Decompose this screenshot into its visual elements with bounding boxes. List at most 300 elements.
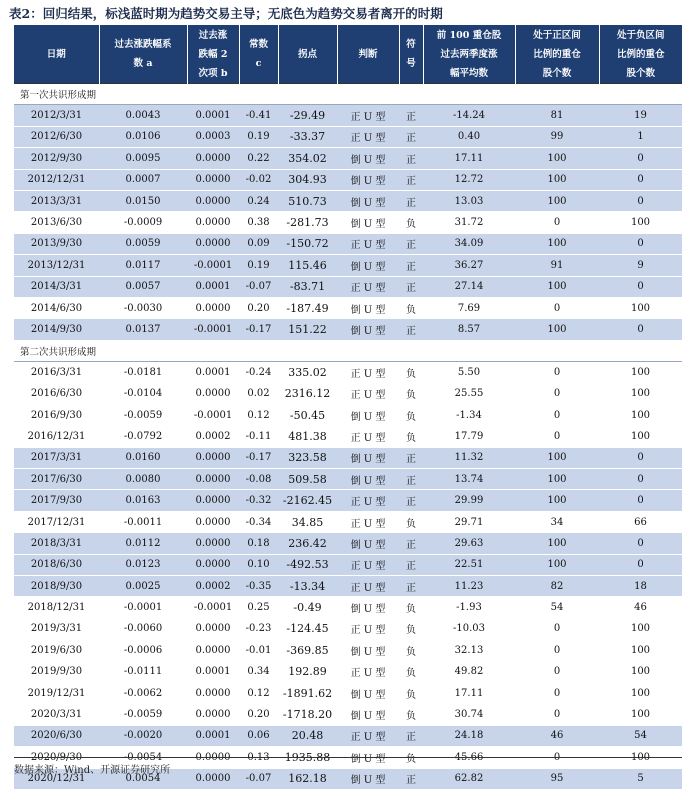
column-header-line: 过去涨跌幅系: [114, 39, 172, 50]
table-cell: -0.0054: [99, 747, 187, 768]
table-cell: 100: [599, 640, 682, 661]
table-cell: 0.0001: [187, 276, 239, 297]
table-cell: -0.0792: [99, 426, 187, 447]
table-cell: 34.09: [423, 233, 515, 254]
table-cell: 2019/9/30: [14, 661, 99, 682]
table-cell: 倒 U 型: [337, 768, 399, 789]
table-cell: 2014/6/30: [14, 297, 99, 318]
table-cell: 81: [515, 105, 599, 126]
table-cell: 2012/6/30: [14, 126, 99, 147]
table-cell: 0.0001: [187, 362, 239, 383]
table-cell: 8.57: [423, 319, 515, 340]
table-cell: 100: [599, 618, 682, 639]
table-cell: 2013/12/31: [14, 255, 99, 276]
table-row: [14, 148, 682, 169]
table-cell: 0.0001: [187, 105, 239, 126]
table-row: [14, 725, 682, 746]
table-cell: 54: [515, 597, 599, 618]
table-cell: 100: [515, 319, 599, 340]
table-cell: 正 U 型: [337, 426, 399, 447]
table-cell: -0.32: [239, 490, 278, 511]
table-row: [14, 447, 682, 468]
table-cell: 负: [399, 661, 423, 682]
table-cell: 2016/6/30: [14, 383, 99, 404]
table-cell: 100: [599, 747, 682, 768]
table-cell: 7.69: [423, 297, 515, 318]
table-cell: 2013/3/31: [14, 190, 99, 211]
table-cell: 0.0163: [99, 490, 187, 511]
table-cell: 正: [399, 233, 423, 254]
table-cell: 100: [515, 469, 599, 490]
table-cell: -0.34: [239, 511, 278, 532]
table-cell: 2017/12/31: [14, 511, 99, 532]
table-cell: -0.0181: [99, 362, 187, 383]
table-cell: 倒 U 型: [337, 469, 399, 490]
column-header-line: 判断: [358, 48, 378, 60]
table-cell: -0.0001: [187, 319, 239, 340]
table-row: [14, 190, 682, 211]
table-cell: 2017/3/31: [14, 447, 99, 468]
table-cell: 2020/9/30: [14, 747, 99, 768]
table-cell: 0: [599, 148, 682, 169]
table-cell: 100: [599, 404, 682, 425]
table-cell: 0.34: [239, 661, 278, 682]
table-cell: 66: [599, 511, 682, 532]
table-cell: 0.0001: [187, 725, 239, 746]
table-cell: 负: [399, 704, 423, 725]
table-cell: 正: [399, 490, 423, 511]
table-cell: 0.0095: [99, 148, 187, 169]
table-cell: 54: [599, 725, 682, 746]
table-cell: -1.34: [423, 404, 515, 425]
column-header-line: 号: [406, 58, 416, 69]
table-cell: 0.0000: [187, 233, 239, 254]
table-cell: 100: [599, 212, 682, 233]
table-cell: 95: [515, 768, 599, 789]
table-cell: 1935.88: [278, 747, 337, 768]
table-cell: -0.11: [239, 426, 278, 447]
table-cell: 100: [515, 554, 599, 575]
column-header: [399, 25, 423, 84]
table-cell: 2020/6/30: [14, 725, 99, 746]
table-cell: -0.0030: [99, 297, 187, 318]
table-cell: 0.0007: [99, 169, 187, 190]
table-cell: 100: [515, 190, 599, 211]
table-cell: -0.0001: [187, 404, 239, 425]
table-row: [14, 126, 682, 147]
table-cell: -187.49: [278, 297, 337, 318]
table-cell: 倒 U 型: [337, 148, 399, 169]
table-cell: -0.0111: [99, 661, 187, 682]
column-header: [599, 25, 682, 84]
table-cell: 0: [599, 447, 682, 468]
table-cell: 0.24: [239, 190, 278, 211]
table-cell: 正: [399, 105, 423, 126]
table-cell: 0.09: [239, 233, 278, 254]
table-cell: 0: [515, 640, 599, 661]
column-header-line: 股个数: [542, 67, 572, 79]
table-row: [14, 640, 682, 661]
table-cell: -0.23: [239, 618, 278, 639]
table-cell: 0: [515, 297, 599, 318]
table-cell: 5.50: [423, 362, 515, 383]
table-cell: 0: [515, 426, 599, 447]
table-cell: 2014/3/31: [14, 276, 99, 297]
table-cell: 0.0054: [99, 768, 187, 789]
table-cell: -50.45: [278, 404, 337, 425]
table-cell: 2013/9/30: [14, 233, 99, 254]
table-bottom-rule: [14, 757, 682, 758]
table-cell: 0: [599, 276, 682, 297]
table-cell: -0.24: [239, 362, 278, 383]
table-row: [14, 383, 682, 404]
table-cell: 100: [515, 148, 599, 169]
table-cell: 304.93: [278, 169, 337, 190]
table-cell: 倒 U 型: [337, 640, 399, 661]
column-header: [278, 25, 337, 84]
table-cell: -0.02: [239, 169, 278, 190]
table-cell: 0.0000: [187, 190, 239, 211]
table-cell: 0: [599, 233, 682, 254]
table-cell: -14.24: [423, 105, 515, 126]
column-header-line: 比例的重仓: [533, 48, 581, 60]
table-cell: 2012/9/30: [14, 148, 99, 169]
column-header-line: 跌幅 2: [198, 48, 228, 60]
table-cell: -0.35: [239, 575, 278, 596]
table-cell: 负: [399, 212, 423, 233]
table-cell: 0.0000: [187, 383, 239, 404]
table-row: [14, 554, 682, 575]
table-cell: 100: [599, 383, 682, 404]
table-cell: 22.51: [423, 554, 515, 575]
table-cell: -0.07: [239, 768, 278, 789]
table-row: [14, 319, 682, 340]
table-cell: 正: [399, 319, 423, 340]
table-cell: 46: [599, 597, 682, 618]
table-cell: 倒 U 型: [337, 747, 399, 768]
table-cell: 正: [399, 725, 423, 746]
table-cell: -0.17: [239, 319, 278, 340]
table-cell: 0: [515, 212, 599, 233]
table-cell: 100: [515, 533, 599, 554]
table-cell: 17.79: [423, 426, 515, 447]
table-cell: 36.27: [423, 255, 515, 276]
section-row: [14, 340, 682, 361]
table-cell: 负: [399, 747, 423, 768]
table-row: [14, 597, 682, 618]
table-cell: 0: [515, 661, 599, 682]
table-cell: 0.0000: [187, 447, 239, 468]
table-cell: 17.11: [423, 682, 515, 703]
table-cell: 正 U 型: [337, 618, 399, 639]
column-header-line: 幅平均数: [449, 67, 488, 79]
table-cell: 2016/12/31: [14, 426, 99, 447]
table-row: [14, 661, 682, 682]
table-cell: 0: [599, 469, 682, 490]
table-cell: 25.55: [423, 383, 515, 404]
table-cell: 100: [599, 297, 682, 318]
table-cell: 0.0000: [187, 511, 239, 532]
table-cell: 62.82: [423, 768, 515, 789]
table-cell: 0.0000: [187, 297, 239, 318]
table-cell: 2018/6/30: [14, 554, 99, 575]
table-cell: 0.0150: [99, 190, 187, 211]
table-cell: 0.0137: [99, 319, 187, 340]
table-cell: 100: [515, 490, 599, 511]
table-cell: 19: [599, 105, 682, 126]
table-cell: 正 U 型: [337, 554, 399, 575]
table-cell: 负: [399, 597, 423, 618]
table-cell: 0.0000: [187, 490, 239, 511]
table-cell: 倒 U 型: [337, 255, 399, 276]
table-cell: 倒 U 型: [337, 447, 399, 468]
table-cell: 正: [399, 447, 423, 468]
table-cell: 2018/9/30: [14, 575, 99, 596]
table-cell: 正: [399, 469, 423, 490]
table-cell: 正: [399, 768, 423, 789]
table-cell: -0.17: [239, 447, 278, 468]
table-cell: -1891.62: [278, 682, 337, 703]
table-cell: 0.0043: [99, 105, 187, 126]
table-cell: 倒 U 型: [337, 297, 399, 318]
column-header-line: 处于负区间: [616, 29, 665, 41]
table-cell: 17.11: [423, 148, 515, 169]
table-cell: 0.0000: [187, 640, 239, 661]
header-row: [14, 25, 682, 84]
table-cell: -33.37: [278, 126, 337, 147]
table-cell: 0.18: [239, 533, 278, 554]
table-cell: 0.0003: [187, 126, 239, 147]
table-cell: 115.46: [278, 255, 337, 276]
table-cell: 负: [399, 640, 423, 661]
table-cell: 0.19: [239, 126, 278, 147]
table-cell: 29.71: [423, 511, 515, 532]
table-cell: 正: [399, 148, 423, 169]
table-cell: 0.0000: [187, 469, 239, 490]
table-cell: 2017/6/30: [14, 469, 99, 490]
table-cell: -0.0001: [187, 255, 239, 276]
table-cell: 0.0002: [187, 575, 239, 596]
table-cell: 100: [515, 447, 599, 468]
table-cell: 0.0123: [99, 554, 187, 575]
table-cell: 0.0002: [187, 426, 239, 447]
table-cell: -492.53: [278, 554, 337, 575]
table-cell: 2016/3/31: [14, 362, 99, 383]
table-cell: 2018/3/31: [14, 533, 99, 554]
table-cell: 0.40: [423, 126, 515, 147]
table-cell: -10.03: [423, 618, 515, 639]
table-row: [14, 618, 682, 639]
table-title: 表2：回归结果，标浅蓝时期为趋势交易主导；无底色为趋势交易者离开的时期: [9, 6, 443, 21]
table-row: [14, 704, 682, 725]
table-cell: 0.0000: [187, 682, 239, 703]
table-cell: 30.74: [423, 704, 515, 725]
table-cell: 2016/9/30: [14, 404, 99, 425]
table-cell: 34: [515, 511, 599, 532]
table-cell: 0.10: [239, 554, 278, 575]
table-cell: 负: [399, 297, 423, 318]
table-cell: 354.02: [278, 148, 337, 169]
table-cell: 正 U 型: [337, 233, 399, 254]
table-cell: 正 U 型: [337, 490, 399, 511]
column-header: [423, 25, 515, 84]
table-row: [14, 469, 682, 490]
table-cell: 2316.12: [278, 383, 337, 404]
table-cell: 192.89: [278, 661, 337, 682]
table-cell: -0.0062: [99, 682, 187, 703]
table-row: [14, 362, 682, 383]
table-cell: 29.99: [423, 490, 515, 511]
table-cell: 负: [399, 426, 423, 447]
table-cell: 45.66: [423, 747, 515, 768]
table-cell: -83.71: [278, 276, 337, 297]
table-cell: 1: [599, 126, 682, 147]
table-cell: 0.0000: [187, 704, 239, 725]
table-cell: -124.45: [278, 618, 337, 639]
column-header-line: 次项 b: [198, 67, 228, 79]
table-cell: 0.0106: [99, 126, 187, 147]
table-cell: 0.38: [239, 212, 278, 233]
table-cell: 2019/6/30: [14, 640, 99, 661]
table-cell: -1.93: [423, 597, 515, 618]
table-cell: 正: [399, 126, 423, 147]
table-cell: 正: [399, 169, 423, 190]
table-cell: 负: [399, 362, 423, 383]
table-cell: 0: [515, 704, 599, 725]
table-cell: 负: [399, 511, 423, 532]
column-header-line: 比例的重仓: [616, 48, 665, 60]
table-cell: 2012/3/31: [14, 105, 99, 126]
table-cell: 510.73: [278, 190, 337, 211]
table-cell: 0.0080: [99, 469, 187, 490]
table-cell: 倒 U 型: [337, 404, 399, 425]
table-cell: 2019/12/31: [14, 682, 99, 703]
table-cell: 0: [599, 554, 682, 575]
table-cell: 负: [399, 682, 423, 703]
column-header: [99, 25, 187, 84]
table-cell: 倒 U 型: [337, 319, 399, 340]
table-cell: 正: [399, 255, 423, 276]
table-cell: 2019/3/31: [14, 618, 99, 639]
table-cell: -0.0006: [99, 640, 187, 661]
table-cell: 481.38: [278, 426, 337, 447]
table-body: [14, 84, 682, 790]
table-cell: 0.0112: [99, 533, 187, 554]
table-cell: 0.0059: [99, 233, 187, 254]
table-cell: 正 U 型: [337, 362, 399, 383]
table-row: [14, 212, 682, 233]
table-cell: 0.0001: [187, 661, 239, 682]
table-row: [14, 297, 682, 318]
table-cell: 正: [399, 190, 423, 211]
table-row: [14, 682, 682, 703]
table-cell: -0.0009: [99, 212, 187, 233]
table-cell: 0.25: [239, 597, 278, 618]
section-label: 第一次共识形成期: [14, 84, 682, 105]
table-cell: 0.12: [239, 682, 278, 703]
table-cell: 100: [515, 169, 599, 190]
table-cell: 100: [599, 682, 682, 703]
table-cell: 2017/9/30: [14, 490, 99, 511]
table-cell: 2013/6/30: [14, 212, 99, 233]
table-cell: 29.63: [423, 533, 515, 554]
table-cell: 正 U 型: [337, 661, 399, 682]
table-cell: 0.0000: [187, 148, 239, 169]
table-cell: 负: [399, 618, 423, 639]
table-cell: 正 U 型: [337, 126, 399, 147]
table-cell: -0.41: [239, 105, 278, 126]
table-cell: 倒 U 型: [337, 212, 399, 233]
table-cell: 正 U 型: [337, 105, 399, 126]
column-header-line: c: [255, 58, 262, 69]
table-cell: 正 U 型: [337, 575, 399, 596]
table-cell: -0.01: [239, 640, 278, 661]
table-cell: 2018/12/31: [14, 597, 99, 618]
table-cell: 正 U 型: [337, 725, 399, 746]
table-cell: 151.22: [278, 319, 337, 340]
table-cell: 0: [599, 490, 682, 511]
table-cell: 2014/9/30: [14, 319, 99, 340]
table-cell: 0.0000: [187, 533, 239, 554]
table-cell: 倒 U 型: [337, 533, 399, 554]
table-cell: -0.0104: [99, 383, 187, 404]
table-cell: 49.82: [423, 661, 515, 682]
table-cell: 0.0000: [187, 747, 239, 768]
table-cell: -0.0059: [99, 704, 187, 725]
table-cell: 100: [599, 704, 682, 725]
table-cell: 0: [599, 319, 682, 340]
column-header-line: 日期: [46, 48, 66, 60]
table-cell: 0: [599, 533, 682, 554]
table-cell: -0.0001: [187, 597, 239, 618]
column-header: [337, 25, 399, 84]
column-header-line: 处于正区间: [533, 29, 581, 41]
table-cell: 正: [399, 554, 423, 575]
table-cell: 倒 U 型: [337, 190, 399, 211]
table-cell: -0.0011: [99, 511, 187, 532]
table-cell: -0.0060: [99, 618, 187, 639]
table-cell: 31.72: [423, 212, 515, 233]
table-cell: 负: [399, 404, 423, 425]
table-cell: 0.0117: [99, 255, 187, 276]
table-cell: -0.49: [278, 597, 337, 618]
source-note: 数据来源：Wind、开源证券研究所: [14, 765, 171, 776]
table-cell: 0.02: [239, 383, 278, 404]
column-header: [515, 25, 599, 84]
column-header-line: 常数: [248, 39, 268, 50]
table-cell: 20.48: [278, 725, 337, 746]
table-cell: 335.02: [278, 362, 337, 383]
table-cell: 0.22: [239, 148, 278, 169]
table-cell: 0: [515, 618, 599, 639]
table-row: [14, 426, 682, 447]
table-row: [14, 105, 682, 126]
table-cell: -0.0020: [99, 725, 187, 746]
table-row: [14, 575, 682, 596]
column-header-line: 过去两季度涨: [440, 48, 498, 60]
table-cell: 0.0000: [187, 554, 239, 575]
table-cell: 509.58: [278, 469, 337, 490]
table-cell: -29.49: [278, 105, 337, 126]
table-row: [14, 404, 682, 425]
table-cell: -0.0001: [99, 597, 187, 618]
table-cell: 18: [599, 575, 682, 596]
table-row: [14, 255, 682, 276]
section-row: [14, 84, 682, 105]
table-cell: 82: [515, 575, 599, 596]
table-cell: 0.19: [239, 255, 278, 276]
table-cell: 46: [515, 725, 599, 746]
